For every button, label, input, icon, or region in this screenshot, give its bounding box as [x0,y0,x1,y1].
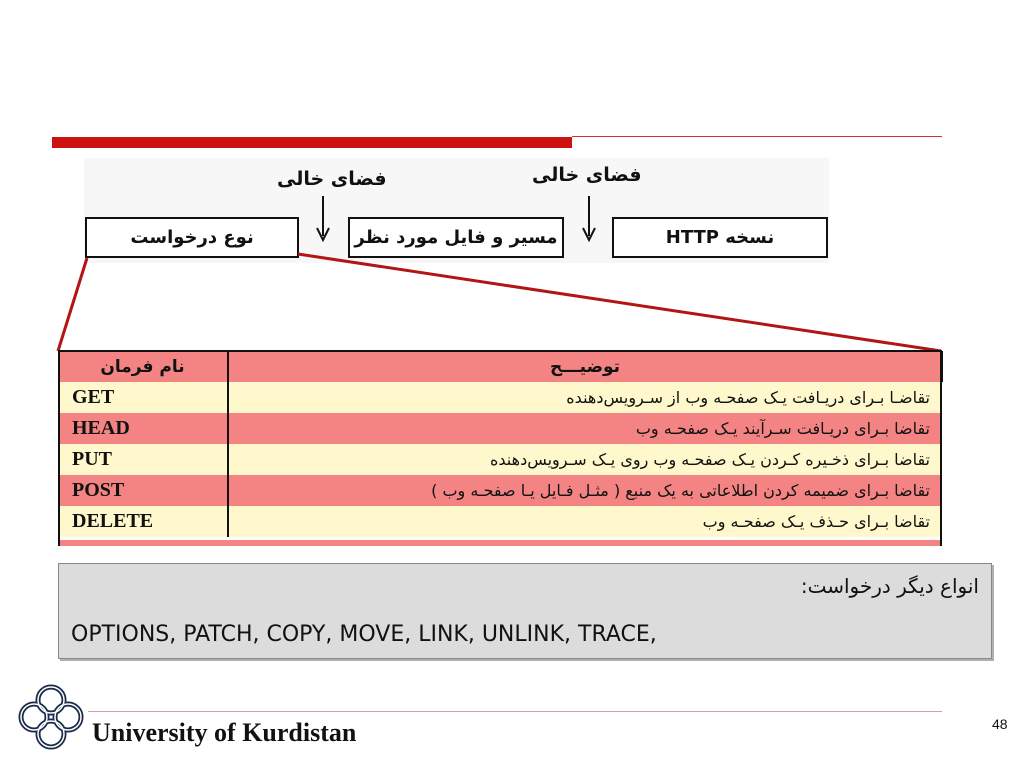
command-cell: DELETE [58,506,228,537]
table-row [58,506,942,537]
title-bar-thick [52,137,572,148]
request-type-box: نوع درخواست [85,217,299,258]
table-row [58,475,942,506]
table-bottom-band [58,540,942,546]
space-label-right: فضای خالی [532,164,642,186]
table-header-row [58,351,942,382]
command-cell: HEAD [58,413,228,444]
title-bar-thin [572,136,942,137]
description-cell: تقاضـا بـرای دریـافت یـک صفحـه وب از سـرویس‌دهنده [228,382,942,413]
description-cell: تقاضا بـرای ضمیمه کردن اطلاعاتی به یک منبع ( مثـل فـایل یـا صفحـه وب ) [228,475,942,506]
table-row [58,382,942,413]
description-cell: تقاضا بـرای دریـافت سـرآیند یـک صفحـه وب [228,413,942,444]
arrow-down-icon [582,196,596,242]
http-version-box: نسخه HTTP [612,217,828,258]
arrow-down-icon [316,196,330,242]
header-description: توضیـــح [228,351,942,382]
command-cell: PUT [58,444,228,475]
path-box: مسیر و فایل مورد نظر [348,217,564,258]
university-name: University of Kurdistan [92,718,357,747]
command-cell: GET [58,382,228,413]
other-methods-list: OPTIONS, PATCH, COPY, MOVE, LINK, UNLINK, TRACE, [71,622,657,647]
other-methods-title: انواع دیگر درخواست: [800,574,979,598]
description-cell: تقاضا بـرای ذخـیره کـردن یـک صفحـه وب روی یـک سـرویس‌دهنده [228,444,942,475]
other-methods-box [58,563,992,659]
command-cell: POST [58,475,228,506]
table-row [58,444,942,475]
university-logo-icon [14,680,88,754]
page-number: 48 [992,716,1008,732]
description-cell: تقاضا بـرای حـذف یـک صفحـه وب [228,506,942,537]
header-command: نام فرمان [58,351,228,382]
method-table [58,351,943,537]
table-row [58,413,942,444]
space-label-left: فضای خالی [277,168,387,190]
footer-divider [88,711,942,712]
